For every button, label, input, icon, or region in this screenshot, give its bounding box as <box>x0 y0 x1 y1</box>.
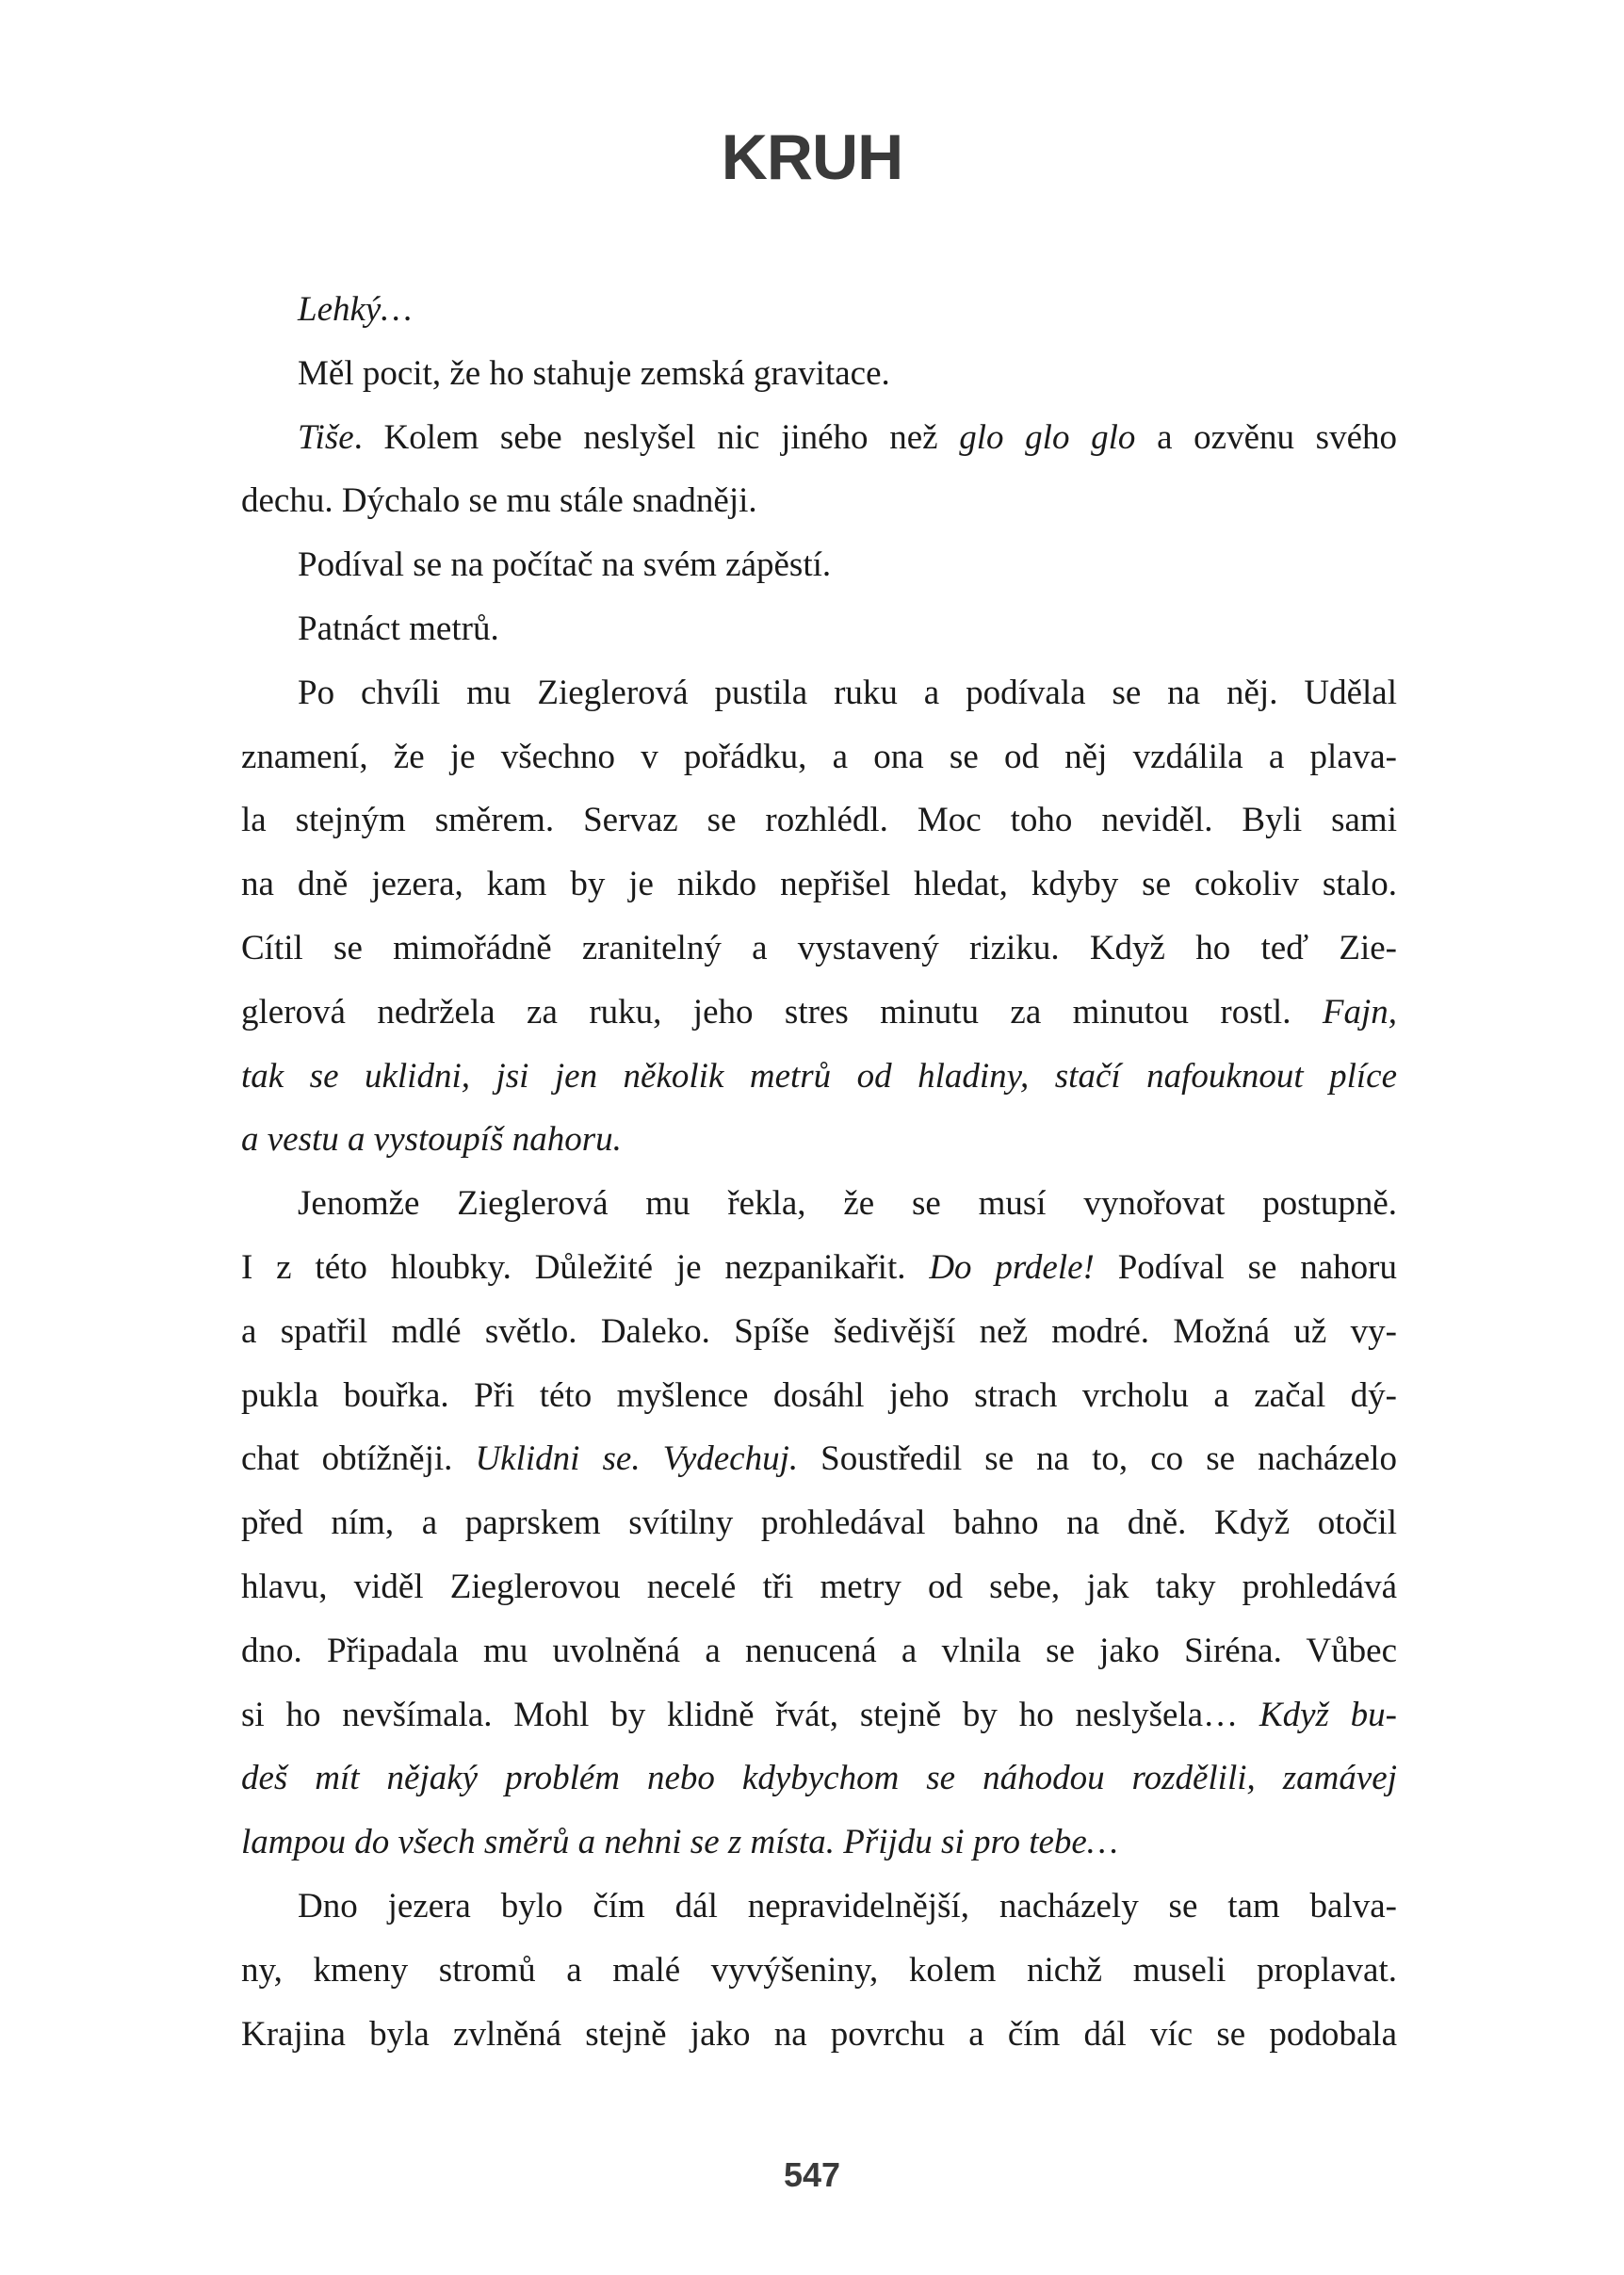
text-segment: Jenomže Zieglerová mu řekla, že se musí vynořovat postupně. <box>298 1184 1397 1224</box>
italic-text: Lehký… <box>298 290 413 329</box>
italic-text: deš mít nějaký problém nebo kdybychom se náhodou rozdělili, zamávej <box>241 1759 1397 1798</box>
body-text <box>241 278 1397 2066</box>
text-segment: glerová nedržela za ruku, jeho stres minutu za minutou rostl. <box>241 992 1323 1032</box>
text-segment: Soustředil se na to, co se nacházelo <box>798 1439 1397 1479</box>
italic-text: Uklidni se. Vydechuj. <box>475 1439 799 1479</box>
text-segment: Měl pocit, že ho stahuje zemská gravitace. <box>298 353 890 393</box>
text-line <box>241 853 1397 917</box>
text-segment: . Kolem sebe neslyšel nic jiného než <box>353 417 960 457</box>
text-line <box>241 788 1397 853</box>
text-segment: znamení, že je všechno v pořádku, a ona se od něj vzdálila a plava- <box>241 737 1397 776</box>
text-segment: hlavu, viděl Zieglerovou necelé tři metry od sebe, jak taky prohledává <box>241 1567 1397 1606</box>
italic-text: glo glo glo <box>959 417 1136 457</box>
text-segment: před ním, a paprskem svítilny prohledával bahno na dně. Když otočil <box>241 1503 1397 1543</box>
page-number: 547 <box>783 2155 841 2194</box>
text-line <box>241 725 1397 789</box>
text-line <box>241 406 1397 470</box>
text-segment: na dně jezera, kam by je nikdo nepřišel hledat, kdyby se cokoliv stalo. <box>241 865 1397 904</box>
text-segment: Cítil se mimořádně zranitelný a vystavený riziku. Když ho teď Zie- <box>241 928 1397 967</box>
italic-text: tak se uklidni, jsi jen několik metrů od hladiny, stačí nafouknout plíce <box>241 1056 1397 1096</box>
italic-text: Fajn, <box>1322 992 1397 1032</box>
italic-text: a vestu a vystoupíš nahoru. <box>241 1120 622 1160</box>
text-line <box>241 1108 1397 1172</box>
text-line <box>241 1236 1397 1300</box>
text-segment: Patnáct metrů. <box>298 609 499 648</box>
text-segment: ny, kmeny stromů a malé vyvýšeniny, kolem nichž museli proplavat. <box>241 1950 1397 1990</box>
text-segment: dechu. Dýchalo se mu stále snadněji. <box>241 481 757 521</box>
text-line <box>241 1300 1397 1364</box>
text-segment: a ozvěnu svého <box>1135 417 1397 457</box>
chapter-title: KRUH <box>721 122 903 193</box>
text-line <box>241 661 1397 725</box>
text-line <box>241 342 1397 406</box>
text-line <box>241 2003 1397 2067</box>
text-segment: pukla bouřka. Při této myšlence dosáhl jeho strach vrcholu a začal dý- <box>241 1375 1397 1415</box>
text-line <box>241 1875 1397 1939</box>
text-line <box>241 1045 1397 1109</box>
text-segment: a spatřil mdlé světlo. Daleko. Spíše šedivější než modré. Možná už vy- <box>241 1311 1397 1351</box>
text-line <box>241 1555 1397 1619</box>
text-line <box>241 1364 1397 1428</box>
text-segment: I z této hloubky. Důležité je nezpanikařit. <box>241 1247 930 1287</box>
text-line <box>241 1747 1397 1811</box>
text-line <box>241 1427 1397 1491</box>
text-segment: Podíval se nahoru <box>1094 1247 1397 1287</box>
text-line <box>241 917 1397 981</box>
text-segment: dno. Připadala mu uvolněná a nenucená a vlnila se jako Siréna. Vůbec <box>241 1631 1397 1670</box>
text-line <box>241 1491 1397 1555</box>
text-segment: Krajina byla zvlněná stejně jako na povrchu a čím dál víc se podobala <box>241 2014 1397 2054</box>
text-line <box>241 981 1397 1045</box>
italic-text: lampou do všech směrů a nehni se z místa. Přijdu si pro tebe… <box>241 1823 1118 1862</box>
italic-text: Do prdele! <box>929 1247 1095 1287</box>
text-line <box>241 1172 1397 1236</box>
italic-text: Když bu- <box>1259 1695 1397 1734</box>
italic-text: Tiše <box>298 417 354 457</box>
text-line <box>241 1939 1397 2003</box>
text-segment: la stejným směrem. Servaz se rozhlédl. Moc toho neviděl. Byli sami <box>241 801 1397 840</box>
text-line <box>241 1619 1397 1683</box>
text-line <box>241 469 1397 533</box>
text-segment: chat obtížněji. <box>241 1439 476 1479</box>
text-line <box>241 1811 1397 1875</box>
text-line <box>241 597 1397 661</box>
text-line <box>241 533 1397 597</box>
text-line <box>241 278 1397 342</box>
text-segment: Dno jezera bylo čím dál nepravidelnější, nacházely se tam balva- <box>298 1886 1397 1926</box>
text-segment: Po chvíli mu Zieglerová pustila ruku a podívala se na něj. Udělal <box>298 673 1397 712</box>
text-segment: si ho nevšímala. Mohl by klidně řvát, stejně by ho neslyšela… <box>241 1695 1259 1734</box>
text-segment: Podíval se na počítač na svém zápěstí. <box>298 545 832 585</box>
text-line <box>241 1683 1397 1747</box>
